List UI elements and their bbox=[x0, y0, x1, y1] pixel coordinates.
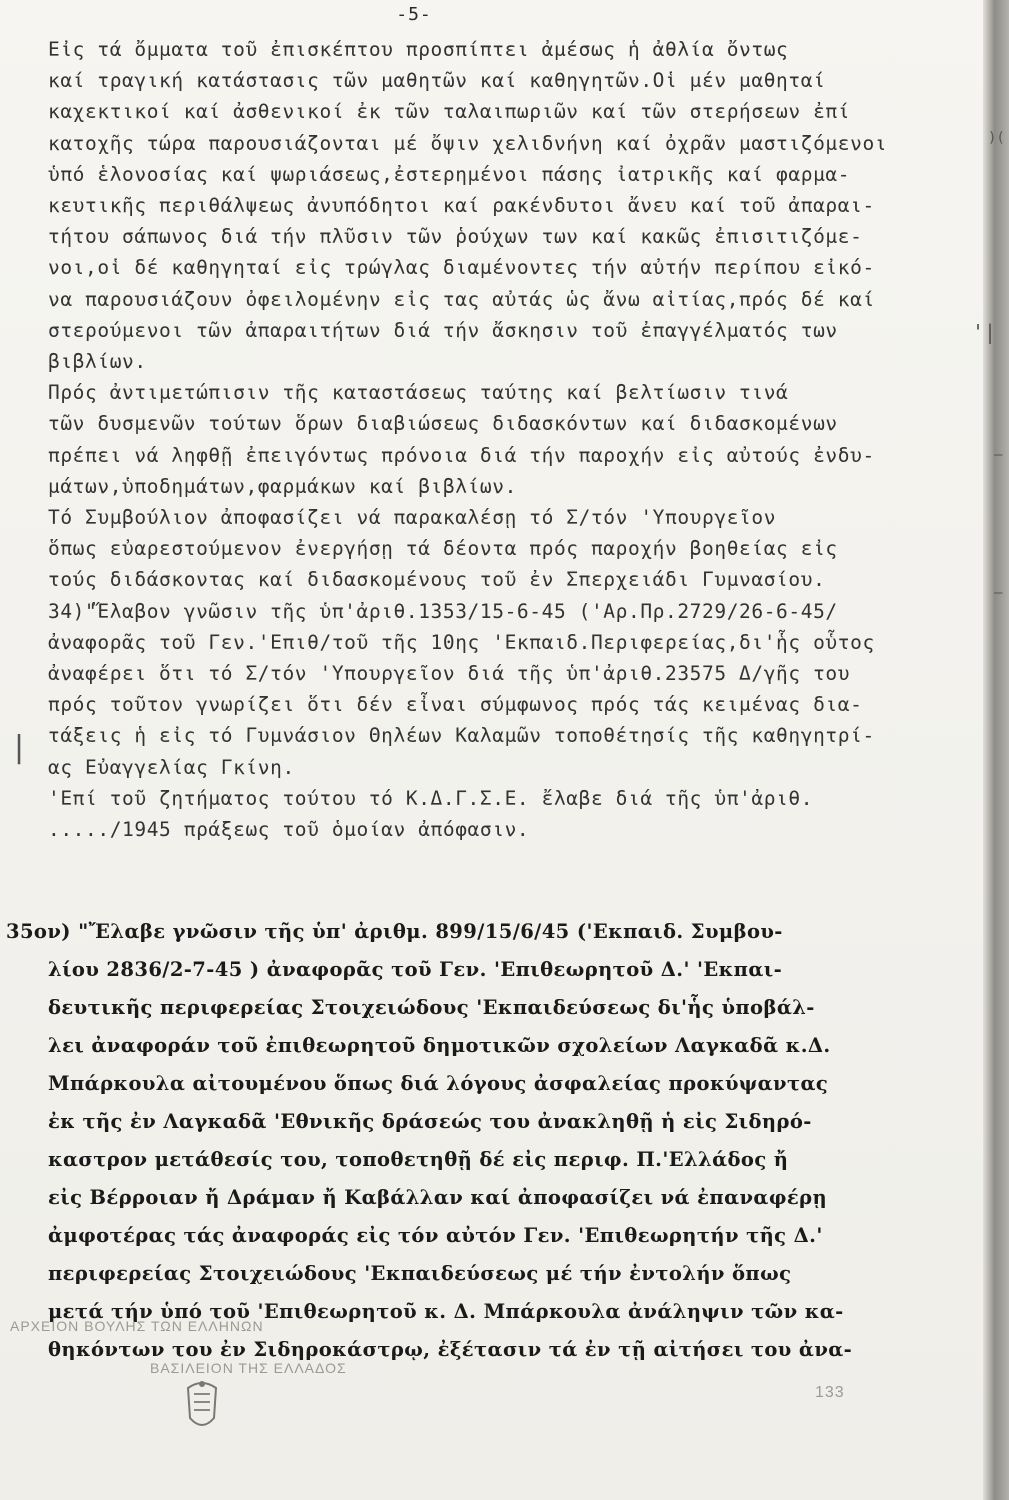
text-line: 34)"Ἔλαβον γνῶσιν τῆς ὑπ'ἀριθ.1353/15-6-45 ('Αρ.Πρ.2729/26-6-45/ bbox=[48, 599, 838, 623]
text-line: ἀναφέρει ὅτι τό Σ/τόν 'Υπουργεῖον διά τῆς ὑπ'ἀριθ.23575 Δ/γῆς του bbox=[48, 662, 851, 685]
text-line: Τό Συμβούλιον ἀποφασίζει νά παρακαλέσῃ τό Σ/τόν 'Υπουργεῖον bbox=[48, 506, 777, 529]
text-line: περιφερείας Στοιχειώδους 'Εκπαιδεύσεως μέ τήν ἐντολήν ὅπως bbox=[48, 1262, 792, 1285]
text-line: Εἰς τά ὄμματα τοῦ ἐπισκέπτου προσπίπτει ἀμέσως ἡ ἀθλία ὄντως bbox=[48, 38, 789, 61]
text-line: θηκόντων του ἐν Σιδηροκάστρῳ, ἐξέτασιν τά ἐν τῇ αἰτήσει του ἀνα- bbox=[48, 1338, 853, 1361]
crest-seal-icon bbox=[180, 1378, 224, 1434]
text-line: ὅπως εὐαρεστούμενον ἐνεργήσῃ τά δέοντα πρός παροχήν βοηθείας εἰς bbox=[48, 537, 838, 561]
text-line: 35ον) "Ἔλαβε γνῶσιν τῆς ὑπ' ἀριθμ. 899/15/6/45 ('Εκπαιδ. Συμβου- bbox=[6, 920, 783, 943]
text-line: πρός τοῦτον γνωρίζει ὅτι δέν εἶναι σύμφωνος πρός τάς κειμένας δια- bbox=[48, 693, 863, 717]
archive-stamp-text: ΑΡΧΕΙΟΝ ΒΟΥΛΗΣ ΤΩΝ ΕΛΛΗΝΩΝ bbox=[10, 1318, 264, 1334]
text-line: λίου 2836/2-7-45 ) ἀναφορᾶς τοῦ Γεν. 'Επιθεωρητοῦ Δ.' 'Εκπαι- bbox=[48, 958, 783, 981]
text-line: κατοχῆς τώρα παρουσιάζονται μέ ὄψιν χελιδνήνη καί ὀχρᾶν μαστιζόμενοι bbox=[48, 131, 888, 155]
text-line: εἰς Βέρροιαν ἤ Δράμαν ἤ Καβάλλαν καί ἀποφασίζει νά ἐπαναφέρῃ bbox=[48, 1186, 828, 1209]
margin-mark: — bbox=[994, 585, 1003, 601]
margin-mark: '| bbox=[972, 320, 997, 344]
text-line: τούς διδάσκοντας καί διδασκομένους τοῦ ἐν Σπερχειάδι Γυμνασίου. bbox=[48, 568, 826, 592]
text-line: καί τραγική κατάστασις τῶν μαθητῶν καί καθηγητῶν.Οἱ μέν μαθηταί bbox=[48, 69, 826, 93]
text-line: λει ἀναφοράν τοῦ ἐπιθεωρητοῦ δημοτικῶν σχολείων Λαγκαδᾶ κ.Δ. bbox=[48, 1034, 831, 1057]
text-line: βιβλίων. bbox=[48, 350, 147, 373]
text-line: τῶν δυσμενῶν τούτων ὅρων διαβιώσεως διδασκόντων καί διδασκομένων bbox=[48, 412, 838, 436]
text-line: καστρον μετάθεσίς του, τοποθετηθῇ δέ εἰς περιφ. Π.'Ελλάδος ἤ bbox=[48, 1148, 789, 1171]
text-line: τήτου σάπωνος διά τήν πλῦσιν τῶν ῥούχων των καί κακῶς ἐπισιτιζόμε- bbox=[48, 225, 863, 249]
text-line: ἀμφοτέρας τάς ἀναφοράς εἰς τόν αὐτόν Γεν. 'Επιθεωρητήν τῆς Δ.' bbox=[48, 1224, 823, 1247]
text-line: 'Επί τοῦ ζητήματος τούτου τό Κ.Δ.Γ.Σ.Ε. ἔλαβε διά τῆς ὑπ'ἀριθ. bbox=[48, 786, 814, 810]
text-line: ας Εὐαγγελίας Γκίνη. bbox=[48, 755, 295, 779]
text-line: πρέπει νά ληφθῇ ἐπειγόντως πρόνοια διά τήν παροχήν εἰς αὐτούς ἐνδυ- bbox=[48, 443, 875, 467]
text-line: ...../1945 πράξεως τοῦ ὁμοίαν ἀπόφασιν. bbox=[48, 818, 530, 841]
kingdom-stamp-text: ΒΑΣΙΛΕΙΟΝ ΤΗΣ ΕΛΛΑΔΟΣ bbox=[150, 1360, 347, 1376]
text-line: ἀναφορᾶς τοῦ Γεν.'Επιθ/τοῦ τῆς 10ης 'Εκπαιδ.Περιφερείας,δι'ἧς οὗτος bbox=[48, 630, 875, 654]
margin-mark: — bbox=[994, 447, 1003, 463]
text-line: ὑπό ἑλονοσίας καί ψωριάσεως,ἐστερημένοι πάσης ἰατρικῆς καί φαρμα- bbox=[48, 162, 851, 186]
margin-mark: )( bbox=[988, 130, 1005, 146]
text-line: δευτικῆς περιφερείας Στοιχειώδους 'Εκπαιδεύσεως δι'ἧς ὑποβάλ- bbox=[48, 996, 815, 1019]
text-line: Πρός ἀντιμετώπισιν τῆς καταστάσεως ταύτης καί βελτίωσιν τινά bbox=[48, 381, 789, 405]
text-line: στερούμενοι τῶν ἀπαραιτήτων διά τήν ἄσκησιν τοῦ ἐπαγγέλματός των bbox=[48, 318, 838, 342]
text-line: καχεκτικοί καί ἀσθενικοί ἐκ τῶν ταλαιπωριῶν καί τῶν στερήσεων ἐπί bbox=[48, 100, 851, 124]
text-line: νοι,οἱ δέ καθηγηταί εἰς τρώγλας διαμένοντες τήν αὐτήν περίπου εἰκό- bbox=[48, 256, 875, 280]
text-line: τάξεις ἡ εἰς τό Γυμνάσιον Θηλέων Καλαμῶν τοποθέτησίς τῆς καθηγητρί- bbox=[48, 724, 875, 748]
margin-mark: | bbox=[10, 730, 29, 765]
text-line: κευτικῆς περιθάλψεως ἀνυπόδητοι καί ρακένδυτοι ἄνευ καί τοῦ ἀπαραι- bbox=[48, 194, 875, 217]
archive-page-number: 133 bbox=[815, 1384, 845, 1401]
page-number: -5- bbox=[396, 4, 432, 25]
text-line: Μπάρκουλα αἰτουμένου ὅπως διά λόγους ἀσφαλείας προκύψαντας bbox=[48, 1072, 829, 1095]
text-line: ἐκ τῆς ἐν Λαγκαδᾶ 'Εθνικῆς δράσεώς του ἀνακληθῇ ἡ εἰς Σιδηρό- bbox=[48, 1110, 812, 1133]
text-line: μετά τήν ὑπό τοῦ 'Επιθεωρητοῦ κ. Δ. Μπάρκουλα ἀνάληψιν τῶν κα- bbox=[48, 1300, 844, 1323]
text-line: μάτων,ὑποδημάτων,φαρμάκων καί βιβλίων. bbox=[48, 474, 517, 498]
text-line: να παρουσιάζουν ὀφειλομένην εἰς τας αὐτάς ὡς ἄνω αἰτίας,πρός δέ καί bbox=[48, 287, 875, 311]
